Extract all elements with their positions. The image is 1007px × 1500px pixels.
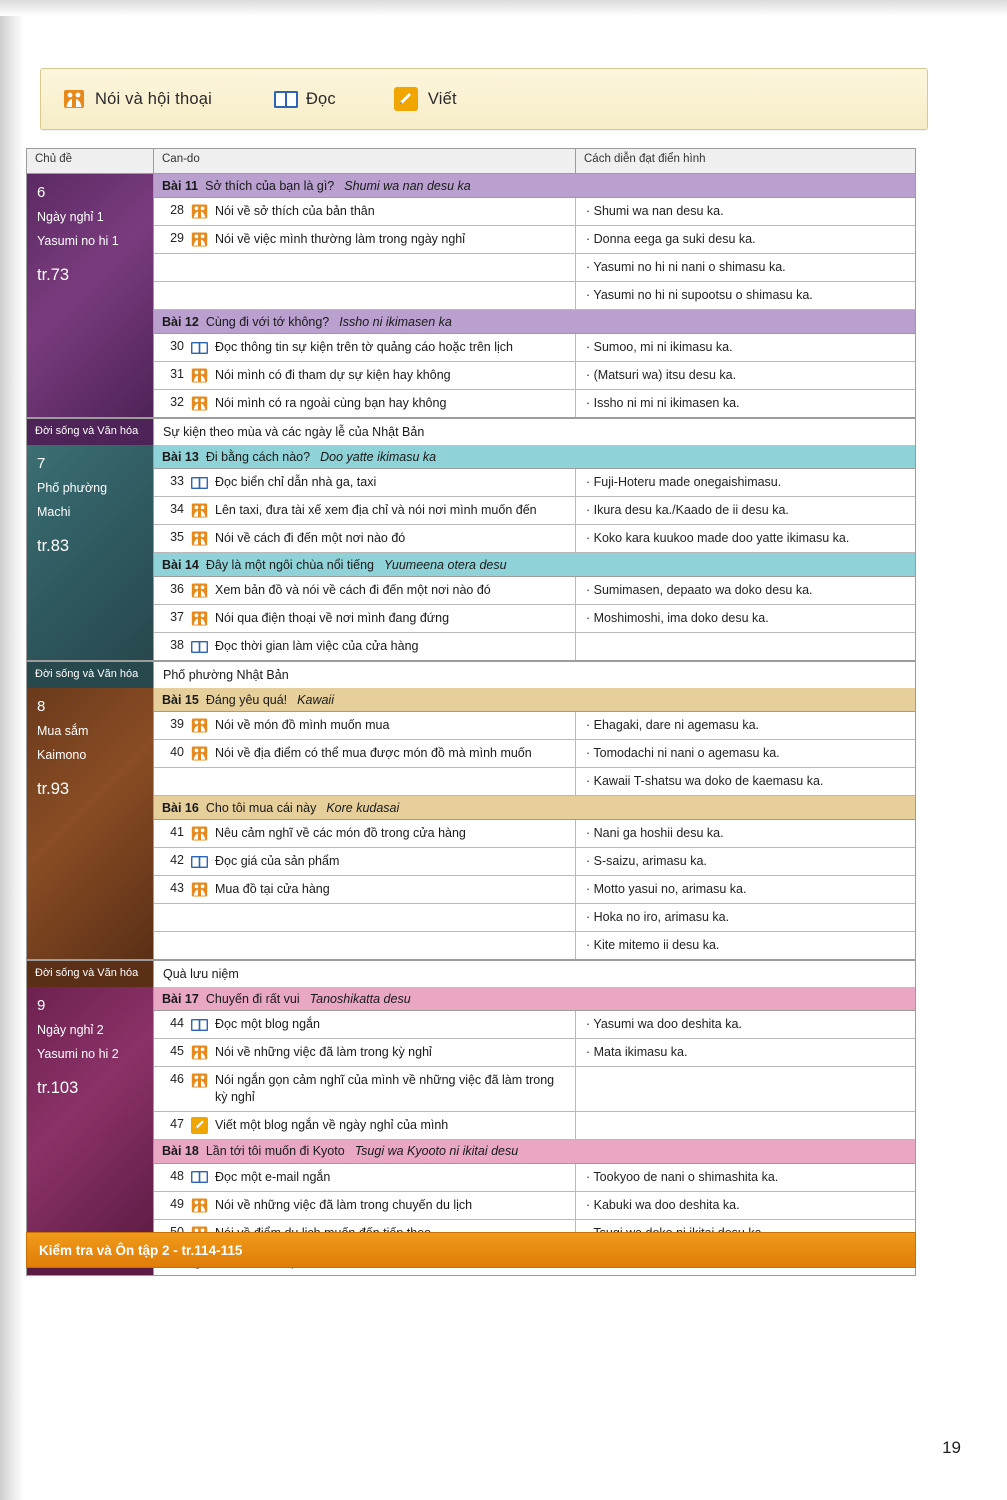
- lesson-label: Bài 18: [162, 1144, 199, 1159]
- table-row: [154, 577, 915, 605]
- chapter-row: [27, 174, 915, 418]
- chapter-block: [27, 445, 915, 688]
- chapter-sidebar: [27, 174, 153, 417]
- speak-icon: [191, 717, 208, 734]
- chapter-number: 7: [37, 455, 46, 472]
- expression-cell: · Yasumi wa doo deshita ka.: [575, 1011, 915, 1038]
- cando-cell: [154, 932, 575, 959]
- culture-text: Quà lưu niệm: [153, 961, 915, 987]
- read-icon: [274, 90, 296, 108]
- table-row: [154, 768, 915, 796]
- cando-text: Nói về địa điểm có thể mua được món đồ mà mình muốn: [215, 746, 532, 760]
- read-icon: [191, 339, 208, 356]
- culture-row: [27, 960, 915, 987]
- cando-cell: [154, 740, 575, 767]
- table-row: [154, 198, 915, 226]
- expression-cell: [575, 633, 915, 660]
- cando-number: 43: [170, 881, 184, 895]
- table-row: [154, 1164, 915, 1192]
- cando-number: 35: [170, 530, 184, 544]
- lesson-label: Bài 11: [162, 178, 199, 193]
- lesson-title: Đi bằng cách nào?: [205, 449, 311, 464]
- cando-cell: [154, 390, 575, 417]
- cando-text: Đọc thông tin sự kiện trên tờ quảng cáo hoặc trên lịch: [215, 340, 513, 354]
- expression-cell: · Tookyoo de nani o shimashita ka.: [575, 1164, 915, 1191]
- chapter-title-vi: Mua sắm: [37, 724, 89, 738]
- lesson-romaji: Yuumeena otera desu: [384, 557, 507, 572]
- lesson-title: Đáng yêu quá!: [205, 692, 288, 707]
- chapter-page-ref: tr.73: [37, 266, 70, 284]
- chapter-row: [27, 987, 915, 1248]
- cando-cell: [154, 712, 575, 739]
- lesson-header: [154, 688, 915, 712]
- expression-cell: [575, 1112, 915, 1139]
- chapter-title-vi: Ngày nghỉ 2: [37, 1023, 104, 1037]
- cando-cell: [154, 226, 575, 253]
- table-row: [154, 605, 915, 633]
- lesson-header: [154, 1140, 915, 1164]
- cando-number: 38: [170, 638, 184, 652]
- page-top-shadow: [0, 0, 1007, 16]
- cando-cell: [154, 1112, 575, 1139]
- chapter-content: [153, 174, 915, 417]
- cando-cell: [154, 254, 575, 281]
- expression-cell: · Ehagaki, dare ni agemasu ka.: [575, 712, 915, 739]
- lesson-header: [154, 553, 915, 577]
- table-row: [154, 469, 915, 497]
- expression-cell: · Kawaii T-shatsu wa doko de kaemasu ka.: [575, 768, 915, 795]
- cando-cell: [154, 633, 575, 660]
- lesson-title: Lần tới tôi muốn đi Kyoto: [205, 1144, 345, 1159]
- expression-cell: · (Matsuri wa) itsu desu ka.: [575, 362, 915, 389]
- chapter-page-ref: tr.83: [37, 537, 70, 555]
- page-edge-shadow: [0, 0, 24, 1500]
- cando-text: Viết một blog ngắn về ngày nghỉ của mình: [215, 1117, 449, 1132]
- review-footer-label: Kiểm tra và Ôn tập 2 - tr.114-115: [39, 1242, 243, 1258]
- read-icon: [191, 1016, 208, 1033]
- expression-cell: · Issho ni mi ni ikimasen ka.: [575, 390, 915, 417]
- table-row: [154, 1039, 915, 1067]
- speak-icon: [191, 395, 208, 412]
- table-row: [154, 932, 915, 959]
- expression-cell: · Motto yasui no, arimasu ka.: [575, 876, 915, 903]
- lesson-romaji: Shumi wa nan desu ka: [344, 178, 471, 193]
- table-header-row: [27, 149, 915, 174]
- lesson-romaji: Doo yatte ikimasu ka: [320, 449, 437, 464]
- lesson-label: Bài 12: [162, 314, 199, 329]
- table-row: [154, 226, 915, 254]
- cando-cell: [154, 525, 575, 552]
- speak-icon: [63, 88, 85, 110]
- cando-cell: [154, 1067, 575, 1111]
- cando-text: Nói về món đồ mình muốn mua: [215, 718, 390, 732]
- header-cando: Can-do: [153, 149, 575, 173]
- cando-number: 47: [170, 1116, 184, 1131]
- cando-text: Nêu cảm nghĩ về các món đồ trong cửa hàng: [215, 826, 466, 840]
- speak-icon: [191, 203, 208, 220]
- speak-icon: [191, 610, 208, 627]
- cando-number: 49: [170, 1196, 184, 1211]
- header-topic: Chủ đề: [35, 153, 73, 165]
- cando-text: Nói về cách đi đến một nơi nào đó: [215, 531, 406, 545]
- table-row: [154, 497, 915, 525]
- cando-text: Nói về việc mình thường làm trong ngày nghỉ: [215, 232, 466, 246]
- expression-cell: · Kabuki wa doo deshita ka.: [575, 1192, 915, 1219]
- speak-icon: [191, 1044, 208, 1061]
- lesson-header: [154, 310, 915, 334]
- cando-text: Lên taxi, đưa tài xế xem địa chỉ và nói nơi mình muốn đến: [215, 503, 537, 517]
- expression-cell: · Nani ga hoshii desu ka.: [575, 820, 915, 847]
- lesson-title: Chuyến đi rất vui: [205, 991, 300, 1006]
- chapter-content: [153, 445, 915, 660]
- chapter-number: 8: [37, 698, 46, 715]
- chapter-content: [153, 688, 915, 959]
- expression-cell: · Shumi wa nan desu ka.: [575, 198, 915, 225]
- table-row: [154, 633, 915, 660]
- cando-cell: [154, 469, 575, 496]
- chapter-sidebar: [27, 688, 153, 959]
- read-icon: [191, 474, 208, 491]
- chapter-title-jp: Kaimono: [37, 748, 87, 762]
- table-row: [154, 904, 915, 932]
- culture-text: Phố phường Nhật Bản: [153, 662, 915, 688]
- expression-cell: · Ikura desu ka./Kaado de ii desu ka.: [575, 497, 915, 524]
- cando-number: 45: [170, 1044, 184, 1058]
- lesson-header: [154, 796, 915, 820]
- lesson-title: Cùng đi với tớ không?: [205, 314, 330, 329]
- cando-number: 44: [170, 1016, 184, 1030]
- chapter-page-ref: tr.103: [37, 1079, 79, 1097]
- cando-number: 29: [170, 231, 184, 245]
- lesson-title: Đây là một ngôi chùa nổi tiếng: [205, 557, 375, 572]
- table-row: [154, 820, 915, 848]
- cando-number: 30: [170, 339, 184, 353]
- table-row: [154, 362, 915, 390]
- cando-text: Đọc một blog ngắn: [215, 1017, 320, 1031]
- expression-cell: · Moshimoshi, ima doko desu ka.: [575, 605, 915, 632]
- cando-text: Đọc thời gian làm việc của cửa hàng: [215, 639, 419, 653]
- cando-cell: [154, 768, 575, 795]
- empty-icon: [191, 287, 208, 304]
- expression-cell: · Sumoo, mi ni ikimasu ka.: [575, 334, 915, 361]
- table-row: [154, 525, 915, 553]
- expression-cell: · Tomodachi ni nani o agemasu ka.: [575, 740, 915, 767]
- table-body: [27, 174, 915, 1275]
- chapter-block: [27, 174, 915, 445]
- cando-cell: [154, 1164, 575, 1191]
- table-row: [154, 740, 915, 768]
- write-icon: [394, 87, 418, 111]
- culture-row: [27, 661, 915, 688]
- chapter-sidebar: [27, 987, 153, 1247]
- chapter-title-jp: Yasumi no hi 2: [37, 1047, 119, 1061]
- cando-number: 40: [170, 745, 184, 759]
- chapter-block: [27, 688, 915, 987]
- expression-cell: · Fuji-Hoteru made onegaishimasu.: [575, 469, 915, 496]
- cando-text: Nói về những việc đã làm trong kỳ nghỉ: [215, 1045, 432, 1059]
- cando-text: Nói ngắn gọn cảm nghĩ của mình về những việc đã làm trong kỳ nghỉ: [215, 1073, 555, 1104]
- cando-cell: [154, 282, 575, 309]
- cando-number: 48: [170, 1168, 184, 1183]
- expression-cell: · S-saizu, arimasu ka.: [575, 848, 915, 875]
- chapter-title-vi: Ngày nghỉ 1: [37, 210, 104, 224]
- cando-cell: [154, 1011, 575, 1038]
- empty-icon: [191, 773, 208, 790]
- cando-number: 39: [170, 717, 184, 731]
- speak-icon: [191, 502, 208, 519]
- legend-item-speak: [63, 88, 212, 110]
- lesson-label: Bài 17: [162, 991, 199, 1006]
- lesson-romaji: Issho ni ikimasen ka: [339, 314, 452, 329]
- chapter-title-vi: Phố phường: [37, 481, 108, 495]
- lesson-title: Sở thích của bạn là gì?: [205, 178, 335, 193]
- lesson-header: [154, 987, 915, 1011]
- cando-text: Nói qua điện thoại về nơi mình đang đứng: [215, 611, 450, 625]
- cando-cell: [154, 1039, 575, 1066]
- legend-item-read: [274, 90, 336, 109]
- speak-icon: [191, 745, 208, 762]
- lesson-label: Bài 16: [162, 800, 199, 815]
- cando-number: 34: [170, 502, 184, 516]
- cando-number: 36: [170, 582, 184, 596]
- cando-number: 32: [170, 395, 184, 409]
- cando-cell: [154, 820, 575, 847]
- empty-icon: [191, 909, 208, 926]
- lesson-label: Bài 15: [162, 692, 199, 707]
- speak-icon: [191, 1197, 208, 1214]
- cando-text: Đọc giá của sản phẩm: [215, 854, 340, 868]
- chapter-page-ref: tr.93: [37, 780, 70, 798]
- table-row: [154, 390, 915, 417]
- lesson-label: Bài 14: [162, 557, 199, 572]
- expression-cell: · Hoka no iro, arimasu ka.: [575, 904, 915, 931]
- cando-number: 42: [170, 853, 184, 867]
- read-icon: [191, 638, 208, 655]
- table-row: [154, 1192, 915, 1220]
- cando-cell: [154, 198, 575, 225]
- lesson-label: Bài 13: [162, 449, 199, 464]
- table-row: [154, 334, 915, 362]
- expression-cell: · Koko kara kuukoo made doo yatte ikimasu ka.: [575, 525, 915, 552]
- header-expression: Cách diễn đạt điển hình: [575, 149, 915, 173]
- speak-icon: [191, 881, 208, 898]
- cando-cell: [154, 1192, 575, 1219]
- table-row: [154, 1067, 915, 1112]
- page-number: 19: [942, 1438, 961, 1457]
- speak-icon: [191, 367, 208, 384]
- legend-label-read: Đọc: [305, 89, 336, 108]
- lesson-romaji: Tanoshikatta desu: [309, 991, 411, 1006]
- chapter-row: [27, 445, 915, 661]
- cando-cell: [154, 577, 575, 604]
- chapter-row: [27, 688, 915, 960]
- expression-cell: · Yasumi no hi ni supootsu o shimasu ka.: [575, 282, 915, 309]
- legend-item-write: [394, 87, 457, 111]
- cando-cell: [154, 497, 575, 524]
- culture-tag: Đời sống và Văn hóa: [27, 419, 153, 445]
- chapter-number: 6: [37, 184, 46, 201]
- cando-text: Đọc một e-mail ngắn: [215, 1169, 331, 1184]
- write-icon: [191, 1117, 208, 1134]
- culture-tag: Đời sống và Văn hóa: [27, 961, 153, 987]
- culture-text: Sự kiện theo mùa và các ngày lễ của Nhật Bản: [153, 419, 915, 445]
- expression-cell: · Sumimasen, depaato wa doko desu ka.: [575, 577, 915, 604]
- cando-cell: [154, 876, 575, 903]
- speak-icon: [191, 582, 208, 599]
- read-icon: [191, 1169, 208, 1186]
- cando-number: 31: [170, 367, 184, 381]
- lesson-romaji: Tsugi wa Kyooto ni ikitai desu: [354, 1144, 519, 1159]
- lesson-romaji: Kore kudasai: [326, 800, 400, 815]
- chapter-number: 9: [37, 997, 46, 1014]
- table-row: [154, 282, 915, 310]
- cando-number: 41: [170, 825, 184, 839]
- legend-bar: [40, 68, 928, 130]
- expression-cell: · Donna eega ga suki desu ka.: [575, 226, 915, 253]
- empty-icon: [191, 259, 208, 276]
- cando-text: Nói mình có ra ngoài cùng bạn hay không: [215, 396, 447, 410]
- cando-text: Nói về sở thích của bản thân: [215, 204, 375, 218]
- cando-number: 33: [170, 474, 184, 488]
- expression-cell: · Yasumi no hi ni nani o shimasu ka.: [575, 254, 915, 281]
- cando-cell: [154, 848, 575, 875]
- lesson-header: [154, 174, 915, 198]
- empty-icon: [191, 937, 208, 954]
- cando-text: Nói về những việc đã làm trong chuyến du lịch: [215, 1197, 473, 1212]
- speak-icon: [191, 231, 208, 248]
- lesson-title: Cho tôi mua cái này: [205, 800, 317, 815]
- speak-icon: [191, 825, 208, 842]
- cando-text: Xem bản đồ và nói về cách đi đến một nơi nào đó: [215, 583, 491, 597]
- table-row: [154, 712, 915, 740]
- cando-cell: [154, 904, 575, 931]
- table-row: [154, 1112, 915, 1140]
- legend-label-write: Viết: [427, 89, 457, 108]
- cando-number: 28: [170, 203, 184, 217]
- cando-text: Mua đồ tại cửa hàng: [215, 882, 330, 896]
- expression-cell: · Mata ikimasu ka.: [575, 1039, 915, 1066]
- cando-text: Nói mình có đi tham dự sự kiện hay không: [215, 368, 451, 382]
- chapter-content: [153, 987, 915, 1247]
- table-row: [154, 876, 915, 904]
- cando-cell: [154, 334, 575, 361]
- cando-cell: [154, 362, 575, 389]
- cando-table: [26, 148, 916, 1276]
- culture-tag: Đời sống và Văn hóa: [27, 662, 153, 688]
- expression-cell: · Kite mitemo ii desu ka.: [575, 932, 915, 959]
- cando-number: 37: [170, 610, 184, 624]
- read-icon: [191, 853, 208, 870]
- legend-label-speak: Nói và hội thoại: [95, 89, 212, 108]
- table-row: [154, 848, 915, 876]
- lesson-romaji: Kawaii: [297, 692, 334, 707]
- culture-row: [27, 418, 915, 445]
- cando-number: 46: [170, 1072, 184, 1086]
- cando-cell: [154, 605, 575, 632]
- chapter-title-jp: Yasumi no hi 1: [37, 234, 119, 248]
- speak-icon: [191, 530, 208, 547]
- review-footer-bar: [26, 1232, 916, 1268]
- table-row: [154, 1011, 915, 1039]
- chapter-title-jp: Machi: [37, 505, 71, 519]
- chapter-sidebar: [27, 445, 153, 660]
- table-row: [154, 254, 915, 282]
- speak-icon: [191, 1072, 208, 1089]
- lesson-header: [154, 445, 915, 469]
- expression-cell: [575, 1067, 915, 1111]
- cando-text: Đọc biển chỉ dẫn nhà ga, taxi: [215, 475, 377, 489]
